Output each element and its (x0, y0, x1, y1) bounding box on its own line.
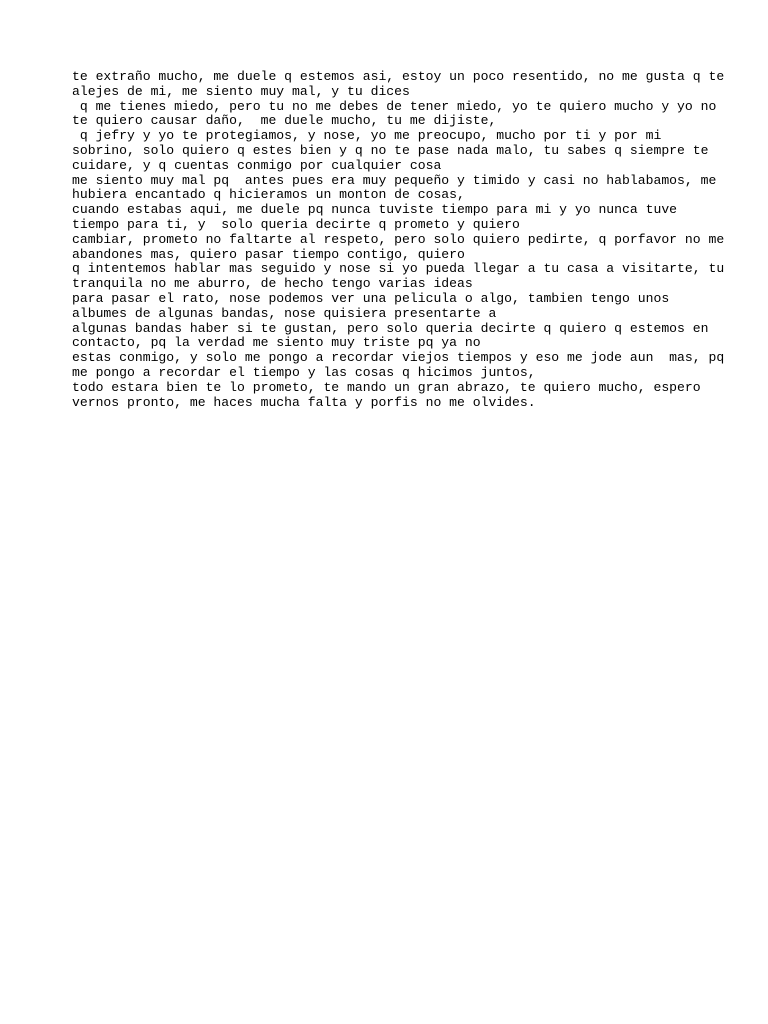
text-line: te extraño mucho, me duele q estemos asi, estoy un poco resentido, no me gusta q te (72, 69, 725, 84)
text-line: q me tienes miedo, pero tu no me debes de tener miedo, yo te quiero mucho y yo no (72, 98, 717, 114)
text-line: tranquila no me aburro, de hecho tengo varias ideas (72, 276, 473, 292)
text-line: vernos pronto, me haces mucha falta y porfis no me olvides. (72, 394, 536, 410)
text-line: alejes de mi, me siento muy mal, y tu dices (72, 83, 410, 99)
text-line: abandones mas, quiero pasar tiempo contigo, quiero (72, 246, 465, 262)
text-line: cuidare, y q cuentas conmigo por cualquier cosa (72, 157, 442, 173)
text-line: hubiera encantado q hicieramos un monton de cosas, (72, 187, 465, 203)
text-line: para pasar el rato, nose podemos ver una pelicula o algo, tambien tengo unos (72, 290, 670, 306)
text-line: me siento muy mal pq antes pues era muy pequeño y timido y casi no hablabamos, me (72, 172, 717, 188)
text-line: estas conmigo, y solo me pongo a recordar viejos tiempos y eso me jode aun mas, pq (72, 350, 725, 366)
text-line: cambiar, prometo no faltarte al respeto, pero solo quiero pedirte, q porfavor no me (72, 231, 725, 247)
text-line: contacto, pq la verdad me siento muy triste pq ya no (72, 335, 481, 351)
text-line: te quiero causar daño, me duele mucho, tu me dijiste, (72, 113, 497, 129)
text-line: todo estara bien te lo prometo, te mando un gran abrazo, te quiero mucho, espero (72, 379, 701, 395)
text-line: q jefry y yo te protegiamos, y nose, yo me preocupo, mucho por ti y por mi (72, 128, 662, 144)
text-line: me pongo a recordar el tiempo y las cosas q hicimos juntos, (72, 364, 536, 380)
text-line: cuando estabas aqui, me duele pq nunca tuviste tiempo para mi y yo nunca tuve (72, 202, 678, 218)
text-line: sobrino, solo quiero q estes bien y q no te pase nada malo, tu sabes q siempre te (72, 142, 709, 158)
text-line: algunas bandas haber si te gustan, pero solo queria decirte q quiero q estemos en (72, 320, 709, 336)
letter-body (72, 69, 725, 410)
text-line: albumes de algunas bandas, nose quisiera presentarte a (72, 305, 497, 321)
text-line: tiempo para ti, y solo queria decirte q prometo y quiero (72, 216, 520, 232)
text-line: q intentemos hablar mas seguido y nose si yo pueda llegar a tu casa a visitarte, tu (72, 261, 725, 277)
